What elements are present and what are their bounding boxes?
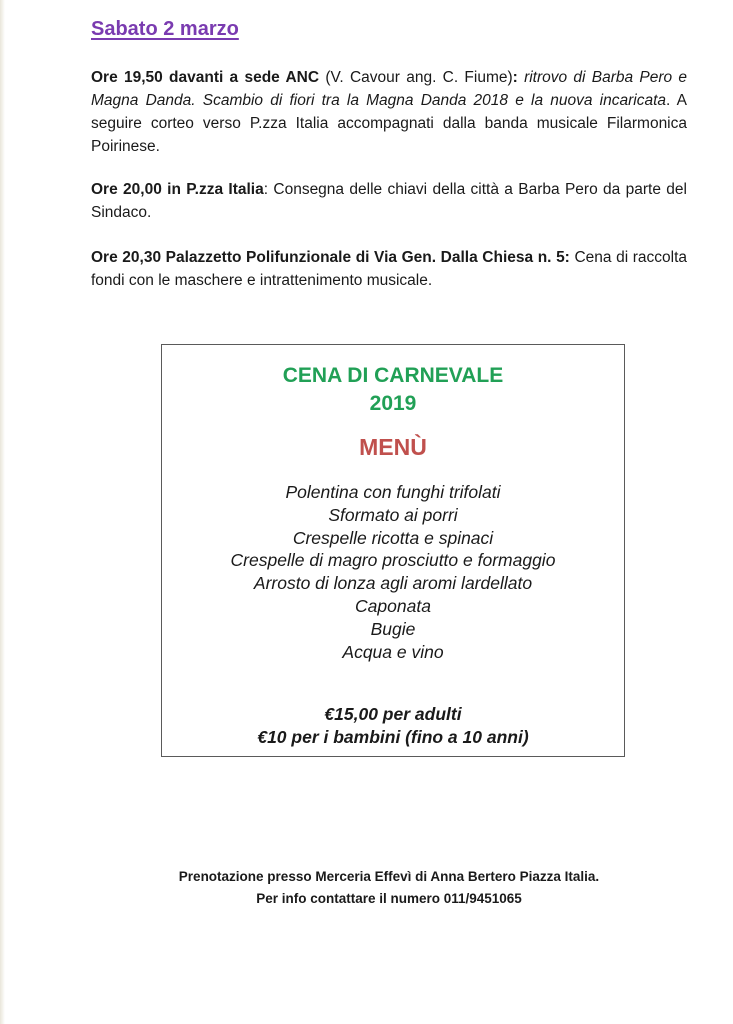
dish-list (162, 481, 624, 663)
dish-item: Caponata (355, 595, 431, 616)
menu-year: 2019 (369, 392, 417, 415)
time-location-2: Ore 20,00 in P.zza Italia (91, 181, 264, 198)
price-children: €10 per i bambini (fino a 10 anni) (257, 727, 529, 747)
time-location-3: Ore 20,30 Palazzetto Polifunzionale di Via Gen. Dalla Chiesa n. 5: (91, 249, 570, 266)
description-3: Cena di raccolta fondi con le maschere e intrattenimento musicale. (91, 249, 688, 289)
time-location-1: Ore 19,50 davanti a sede ANC (91, 69, 320, 86)
description-1: . A seguire corteo verso P.zza Italia accompagnati dalla banda musicale Filarmonica Poirinese. (91, 92, 688, 155)
date-heading: Sabato 2 marzo (91, 18, 239, 40)
dish-item: Sformato ai porri (328, 504, 458, 525)
dish-item: Bugie (370, 618, 416, 639)
menu-box (161, 344, 625, 757)
dish-item: Crespelle ricotta e spinaci (292, 527, 494, 548)
menu-title: CENA DI CARNEVALE (282, 364, 504, 387)
address-1: (V. Cavour ang. C. Fiume) (319, 69, 513, 86)
description-italic-1: ritrovo di Barba Pero e Magna Danda. Scambio di fiori tra la Magna Danda 2018 e la nuova incaricata (91, 69, 687, 109)
dish-item: Crespelle di magro prosciutto e formaggio (230, 550, 556, 571)
description-2: : Consegna delle chiavi della città a Barba Pero da parte del Sindaco. (91, 181, 687, 221)
dish-item: Arrosto di lonza agli aromi lardellato (253, 573, 533, 594)
booking-info: Prenotazione presso Merceria Effevì di Anna Bertero Piazza Italia. (178, 869, 600, 884)
schedule-paragraph-1 (91, 66, 687, 158)
menu-heading: MENÙ (359, 434, 427, 460)
dish-item: Polentina con funghi trifolati (285, 482, 501, 502)
contact-info: Per info contattare il numero 011/9451065 (256, 891, 522, 906)
schedule-paragraph-3 (91, 246, 687, 292)
dish-item: Acqua e vino (342, 641, 444, 662)
price-adults: €15,00 per adulti (324, 704, 462, 724)
schedule-paragraph-2 (91, 178, 687, 224)
page-edge (0, 0, 5, 1024)
colon-1: : (512, 69, 518, 86)
